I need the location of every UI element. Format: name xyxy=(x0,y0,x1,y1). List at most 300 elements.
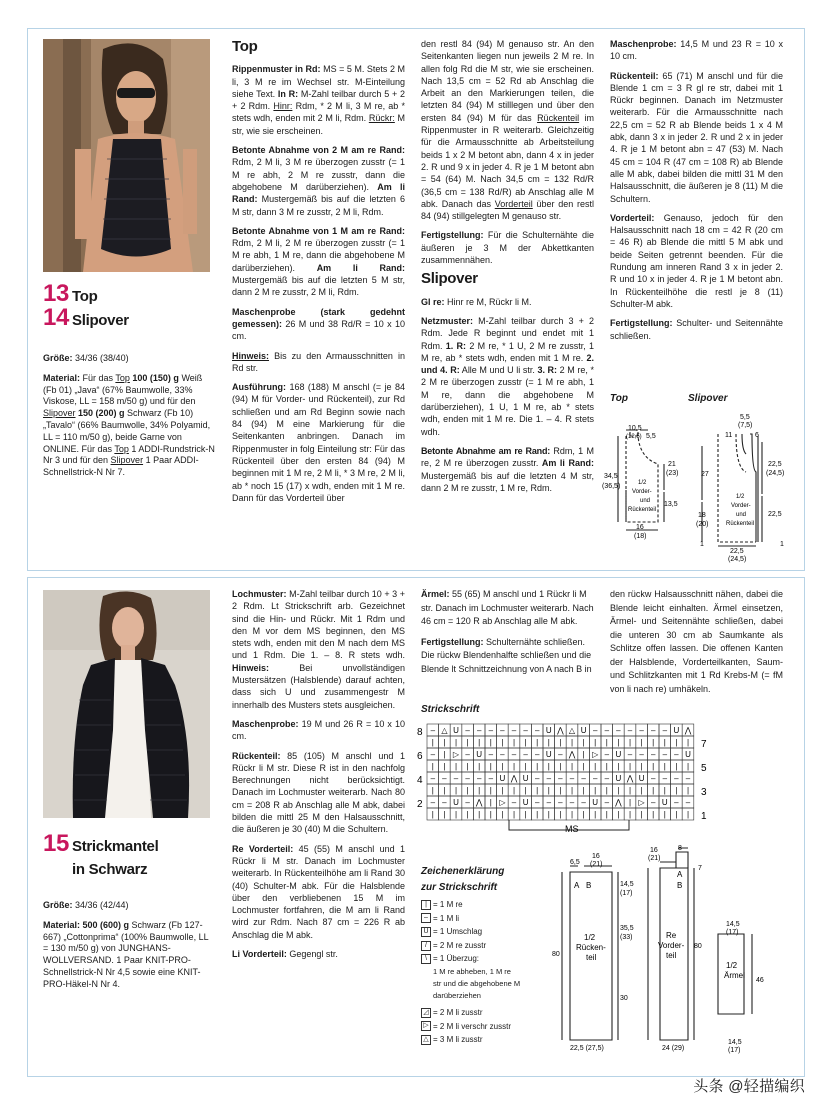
project-name-top: Top xyxy=(72,288,98,305)
dim-b-top1: 6,5 xyxy=(570,859,580,866)
chart-symbol: – xyxy=(569,774,575,783)
chart-symbol: | xyxy=(559,786,562,795)
chart-symbol: | xyxy=(536,738,539,747)
chart-symbol: | xyxy=(478,786,481,795)
paragraph-rippenmuster xyxy=(232,63,405,137)
label: Am li Rand: xyxy=(316,262,405,273)
chart-symbol: | xyxy=(512,810,516,819)
chart-symbol: – xyxy=(558,750,563,759)
paragraph-rueckenteil-slip xyxy=(610,70,783,205)
chart-symbol: – xyxy=(639,750,644,759)
chart-symbol: – xyxy=(430,798,436,807)
label: Am li Rand: xyxy=(541,458,594,469)
chart-symbol: | xyxy=(478,738,481,747)
text: Schulter- und Seitennähte schließen. xyxy=(610,318,783,341)
chart-symbol: U xyxy=(476,750,483,759)
chart-symbol: | xyxy=(686,762,690,771)
chart-symbol: | xyxy=(652,786,655,795)
mark-a: A xyxy=(677,870,683,879)
chart-symbol: – xyxy=(650,750,656,759)
paragraph-lochmuster xyxy=(232,588,405,711)
chart-symbol: | xyxy=(466,810,469,819)
dim-right-height-alt: (24,5) xyxy=(766,470,785,477)
chart-symbol: | xyxy=(640,738,643,747)
chart-symbol: | xyxy=(640,810,643,819)
chart-symbol: U xyxy=(661,798,668,807)
top-info-block xyxy=(43,353,215,487)
dim-top-width-alt: (12,5) xyxy=(626,434,642,440)
chart-symbol: | xyxy=(617,738,620,747)
dim-b-top3: (21) xyxy=(590,861,603,868)
mark-a: A xyxy=(574,881,580,890)
chart-symbol: | xyxy=(570,786,574,795)
legend-heading-2: zur Strickschrift xyxy=(421,882,498,893)
paragraph-fertigstellung-coat xyxy=(421,636,594,677)
chart-symbol: – xyxy=(476,726,482,735)
chart-symbol: – xyxy=(430,750,436,759)
chart-symbol: | xyxy=(454,762,458,771)
chart-symbol: | xyxy=(640,762,643,771)
label: 1. R: xyxy=(445,340,467,351)
chart-symbol: | xyxy=(570,810,574,819)
chart-symbol: – xyxy=(627,726,633,735)
legend-text: = 3 M li zusstr xyxy=(433,1035,483,1045)
dim-blende-right: 1 xyxy=(780,541,784,548)
legend-text: = 1 Umschlag xyxy=(433,927,483,937)
chart-symbol: | xyxy=(582,738,585,747)
chart-symbol: U xyxy=(685,750,691,759)
row-label-6: 6 xyxy=(417,751,423,762)
chart-symbol: | xyxy=(501,762,504,771)
dim-b-30: 30 xyxy=(620,995,628,1002)
section-heading-slipover: Slipover xyxy=(421,270,478,288)
chart-symbol: | xyxy=(547,786,550,795)
chart-symbol: – xyxy=(430,726,436,735)
legend-detail-line: str und die abgehobene M xyxy=(433,978,521,988)
dim-left-height: 18 xyxy=(698,512,706,519)
dim-bottom-alt: (18) xyxy=(634,533,647,540)
chart-title: Strickschrift xyxy=(421,704,480,715)
chart-symbol: | xyxy=(605,786,608,795)
text: 19 M und 26 R = 10 x 10 cm. xyxy=(232,718,405,742)
chart-symbol: – xyxy=(534,726,540,735)
piece-label: teil xyxy=(586,953,597,962)
dim-s-top2: (17) xyxy=(726,929,739,936)
legend-detail-line: 1 M re abheben, 1 M re xyxy=(433,966,511,976)
dim-b-side: 14,5 xyxy=(620,881,634,888)
size-label: Größe: xyxy=(43,900,73,910)
chart-symbol: ▷ xyxy=(499,798,506,807)
chart-symbol: U xyxy=(615,750,622,759)
chart-symbol: | xyxy=(466,738,469,747)
material-text: Für das xyxy=(82,372,116,383)
label: Maschenprobe: xyxy=(232,718,299,729)
dim-bottom-alt: (24,5) xyxy=(728,556,747,563)
text: M str, wie sie erscheinen. xyxy=(232,113,405,136)
paragraph-maschenprobe-slip xyxy=(610,38,783,63)
paragraph-hinweis xyxy=(232,350,405,375)
chart-symbol: | xyxy=(582,786,585,795)
section-heading-top: Top xyxy=(232,38,258,55)
chart-symbol: – xyxy=(442,774,447,783)
piece-label: und xyxy=(736,512,747,518)
chart-symbol: | xyxy=(489,762,492,771)
text: über den restl 84 (94) stillgelegten M genauso str. xyxy=(421,198,594,222)
chart-symbol: | xyxy=(652,762,655,771)
material-text: 1 Paar ADDI-Schnellstrick-N Nr 7. xyxy=(43,455,199,478)
knitting-chart xyxy=(415,722,715,834)
chart-symbol: | xyxy=(524,810,527,819)
material-paragraph xyxy=(43,920,215,991)
chart-symbol: – xyxy=(442,798,447,807)
chart-symbol: | xyxy=(594,738,597,747)
row-label-1: 1 xyxy=(701,811,707,822)
chart-symbol: | xyxy=(431,738,434,747)
text: 26 M und 38 Rd/R = 10 x 10 cm. xyxy=(232,318,405,342)
chart-symbol: – xyxy=(511,726,517,735)
dim-armhole: 21 xyxy=(668,461,676,468)
column-slipover-continued xyxy=(610,38,783,349)
chart-symbol: – xyxy=(604,726,610,735)
label: Am li Rand: xyxy=(232,181,405,205)
chart-symbol: | xyxy=(582,750,585,759)
chart-symbol: | xyxy=(686,810,690,819)
text: Rdm, * 2 M li, 3 M re, ab * stets wdh, enden mit 2 M li, Rdm. xyxy=(232,101,406,124)
chart-symbol: ▷ xyxy=(452,750,460,759)
photo-model-coat xyxy=(43,590,210,818)
chart-symbol: – xyxy=(534,774,540,783)
piece-label: und xyxy=(640,498,651,504)
chart-symbol: | xyxy=(663,762,666,771)
text: den restl 84 (94) M genauso str. An den Seitenkanten liegen nun jeweils 2 M re. In allen folg Rd die M str, wie sie erscheinen. Nach 13,5 cm = 52 Rd ab Anschlag die Arbeit an den Markierungen teilen, die letzten 84 (94) M stilllegen und über den ersten 84 (94) M für das xyxy=(421,39,594,123)
paragraph-vorderteil-slip xyxy=(610,212,783,310)
chart-symbol: | xyxy=(524,738,527,747)
chart-symbol: | xyxy=(489,786,492,795)
chart-symbol: – xyxy=(604,774,610,783)
dim-armhole-alt: (23) xyxy=(666,470,679,477)
chart-symbol: ⋀ xyxy=(626,774,634,783)
chart-symbol: | xyxy=(570,738,574,747)
link-vorderteil: Vorderteil xyxy=(494,198,533,209)
chart-symbol: U xyxy=(592,798,599,807)
ms-label: MS xyxy=(565,824,579,834)
chart-symbol: – xyxy=(488,750,494,759)
chart-symbol: | xyxy=(605,762,608,771)
chart-symbol: U xyxy=(522,798,529,807)
dim-height: 34,5 xyxy=(604,473,618,480)
dim-bottom: 16 xyxy=(636,524,644,531)
chart-symbol: | xyxy=(663,786,666,795)
coat-info-block xyxy=(43,900,215,999)
label: Lochmuster: xyxy=(232,589,287,599)
chart-symbol: | xyxy=(443,750,446,759)
label: In R: xyxy=(277,88,299,99)
text: Rdm, 2 M li, 2 M re überzogen zusstr (= 1 M re abh, 1 M re, dann die abgehobene M darüberziehen). xyxy=(232,238,405,273)
label: Ärmel: xyxy=(421,589,450,599)
chart-grid xyxy=(427,724,694,820)
label: Betonte Abnahme von 2 M am re Rand: xyxy=(232,145,405,156)
chart-symbol: | xyxy=(524,786,527,795)
text: Genauso, jedoch für den Halsausschnitt nach 18 cm = 42 R (20 cm = 46 R) ab Blende die mittl 5 M abk und beide Seiten getrennt beenden. Für die Rundung am inneren Rand 3 x in jeder 2. R und 10 x in jeder 4. R je 1 M betont abn. In Rückenteilhöhe die restl je 8 (11) Schulter-M abk. xyxy=(610,212,783,309)
chart-symbol: ⋀ xyxy=(475,798,483,807)
chart-symbol: U xyxy=(453,798,459,807)
paragraph-rueckenteil-coat xyxy=(232,750,405,836)
chart-symbol: | xyxy=(431,762,434,771)
chart-symbol: U xyxy=(638,774,645,783)
chart-symbol: | xyxy=(536,786,539,795)
label: Betonte Abnahme von 1 M am re Rand: xyxy=(232,225,405,236)
text: Hinr re M, Rückr li M. xyxy=(444,296,532,307)
label: Rippenmuster in Rd: xyxy=(232,64,321,75)
text: MS = 5 M. Stets 2 M li, 3 M re im Wechsel str. M-Einteilung siehe Text. xyxy=(232,64,405,99)
legend-text: = 2 M re zusstr xyxy=(433,940,487,950)
chart-symbol: | xyxy=(617,810,620,819)
legend-text: = 2 M li zusstr xyxy=(433,1007,483,1017)
text: Alle M und U li str. xyxy=(459,365,538,376)
chart-symbol: | xyxy=(594,810,597,819)
chart-symbol: – xyxy=(488,774,494,783)
chart-symbol: | xyxy=(454,810,458,819)
schematic-top xyxy=(598,418,694,568)
material-text: Schwarz (Fb 127-667) „Cottonprima“ (100% Baumwolle, LL = 130 m/50 g) von JUNGHANS-WOLLVERSAND. 1 Paar KNIT-PRO-Schnellstrick-N Nr 4,5 sowie eine KNIT-PRO-Häkel-N Nr 4. xyxy=(43,919,209,989)
text: Rdm, 1 M re, 2 M re überzogen zusstr. xyxy=(421,445,594,469)
chart-symbol: | xyxy=(617,762,620,771)
chart-symbol: – xyxy=(500,726,505,735)
chart-symbol: | xyxy=(559,810,562,819)
paragraph-re-vorderteil xyxy=(232,843,405,941)
chart-symbol: | xyxy=(675,738,678,747)
piece-label: Rücken- xyxy=(576,943,606,952)
text: Bis zu den Armausschnitten in Rd str. xyxy=(232,350,405,373)
chart-symbol: – xyxy=(523,750,528,759)
chart-symbol: – xyxy=(674,750,679,759)
dim-f-top2: (21) xyxy=(648,855,661,862)
size-value: 34/36 (42/44) xyxy=(72,900,129,910)
chart-symbol: | xyxy=(628,786,632,795)
text: 2 M re, * 1 U, 2 M re zusstr, 1 M re, ab * stets wdh, enden mit 1 M re. xyxy=(421,340,594,363)
project-number-14: 14 xyxy=(43,304,70,331)
mark-b: B xyxy=(677,881,683,890)
chart-symbol: | xyxy=(582,762,585,771)
chart-symbol: – xyxy=(674,774,679,783)
chart-symbol: – xyxy=(627,750,633,759)
dim-right-height: 22,5 xyxy=(768,461,782,468)
chart-symbol: – xyxy=(476,774,482,783)
dim-b-bottom: 22,5 (27,5) xyxy=(570,1045,604,1052)
dim-b-h2: (33) xyxy=(620,934,633,941)
material-amount-top: 100 (150) g xyxy=(129,372,179,383)
chart-symbol: ▷ xyxy=(592,750,599,759)
dim-bottom: 22,5 xyxy=(730,548,744,555)
p3tog-icon: △ xyxy=(421,1035,431,1045)
project-number-15: 15 xyxy=(43,830,70,857)
knit-icon: | xyxy=(421,900,431,910)
dim-27: 27 xyxy=(701,471,709,478)
dim-right-lower: 22,5 xyxy=(768,511,782,518)
paragraph-li-vorderteil xyxy=(232,948,405,960)
ssk-icon: \ xyxy=(421,954,431,964)
chart-symbol: – xyxy=(511,750,517,759)
dim-top-width: 10,5 xyxy=(628,425,642,432)
chart-symbol: – xyxy=(546,798,552,807)
dim-neck: 5,5 xyxy=(740,414,750,421)
dim-left-height-alt: (20) xyxy=(696,521,709,528)
project-title-slipover xyxy=(43,306,129,333)
legend-text: = 1 Überzug: xyxy=(433,954,480,964)
chart-symbol: | xyxy=(675,786,678,795)
photo-model-top xyxy=(43,39,210,272)
material-paragraph xyxy=(43,373,215,479)
chart-symbol: | xyxy=(594,786,597,795)
chart-symbol: | xyxy=(466,762,469,771)
chart-symbol: △ xyxy=(568,726,576,735)
size-line xyxy=(43,900,215,912)
chart-symbol: ⋀ xyxy=(510,774,518,783)
chart-symbol: – xyxy=(558,798,563,807)
material-text: Schwarz (Fb 10) „Tavalo“ (66% Baumwolle, 34% Polyamid, LL = 110 m/50 g), beide Garne von ONLINE. Für das xyxy=(43,408,211,454)
link-rueckenteil: Rückenteil xyxy=(537,112,580,123)
material-label: Material: xyxy=(43,919,81,930)
paragraph-abnahme-2m xyxy=(232,144,405,218)
chart-symbol: – xyxy=(569,798,575,807)
row-label-3: 3 xyxy=(701,787,707,798)
text: den rückw Halsausschnitt nähen, dabei die Blende leicht einhalten. Ärmel einsetzen, Ärmel- und Seitennähte schließen, dabei die unteren 30 cm ab Saumkante als Schlitze offen lassen. Die offenen Kanten der Halsblende, Vorderteilkanten, Saum- und Schlitzkanten mit 1 Rd Krebs-M (= fM von li nach re) umhäkeln. xyxy=(610,589,783,694)
text: M-Zahl teilbar durch 3 + 2 Rdm. Jede R beginnt und endet mit 1 Rdm. xyxy=(421,315,594,351)
material-link-slipover: Slipover xyxy=(43,408,76,419)
chart-symbol: | xyxy=(686,738,690,747)
piece-label: 1/2 xyxy=(584,933,596,942)
text: 14,5 M und 23 R = 10 x 10 cm. xyxy=(610,39,783,62)
chart-symbol: | xyxy=(489,798,492,807)
text: Mustergemäß bis auf die letzten 6 M str, dann 3 M re zusstr, 2 M li, Rdm. xyxy=(232,194,405,217)
paragraph-betonte-abnahme xyxy=(421,445,594,494)
dim-f-7: 7 xyxy=(698,865,702,872)
chart-symbol: | xyxy=(652,738,655,747)
paragraph-aermel xyxy=(421,588,594,629)
chart-symbol: – xyxy=(685,798,691,807)
paragraph-gl-re xyxy=(421,296,594,308)
piece-label: 1/2 xyxy=(638,480,647,486)
legend-text: = 2 M li verschr zusstr xyxy=(433,1021,512,1031)
label: 2. und 4. R: xyxy=(421,352,594,376)
watermark: 头条 @轻描编织 xyxy=(693,1078,805,1095)
schematic-slipover xyxy=(696,410,796,566)
material-label: Material: xyxy=(43,372,81,383)
chart-symbol: △ xyxy=(441,726,448,735)
material-link-top: Top xyxy=(115,372,130,383)
material-amount-slipover: 150 (200) g xyxy=(75,408,125,419)
chart-symbol: | xyxy=(663,738,666,747)
chart-symbol: | xyxy=(605,810,608,819)
chart-symbol: U xyxy=(673,726,680,735)
label: Gl re: xyxy=(421,296,445,307)
chart-symbol: – xyxy=(650,774,656,783)
paragraph-fertigstellung-slip xyxy=(610,317,783,342)
chart-symbol: – xyxy=(534,798,540,807)
chart-symbol: | xyxy=(512,738,516,747)
row-label-4: 4 xyxy=(417,775,423,786)
paragraph-fertigstellung-top xyxy=(421,229,594,266)
dim-blende-left: 1 xyxy=(700,541,704,548)
label: Rückenteil: xyxy=(610,70,659,81)
paragraph-netzmuster xyxy=(421,315,594,438)
p2tog-icon: ◿ xyxy=(421,1008,431,1018)
chart-symbol: | xyxy=(489,810,492,819)
text: 168 (188) M anschl (= je 84 (94) M für Vorder- und Rückenteil), zur Rd schließen und am Rd Beginn sowie nach 84 (94) M eine Markierung für die Seitenkanten anbringen. Danach im Rippenmuster in folg Einteilung str: Für das Rückenteil über den ersten 84 (94) M beginnen mit 1 M re, 2 M li, * 3 M re, 2 M li, ab * noch 15 (17) x wdh, enden mit 1 M re. Dann für das Vorderteil über xyxy=(232,382,405,503)
chart-symbol: – xyxy=(674,798,679,807)
dim-f-bottom: 24 (29) xyxy=(662,1045,685,1052)
legend-text: = 1 M re xyxy=(433,900,463,909)
chart-symbol: – xyxy=(465,726,470,735)
chart-symbol: – xyxy=(488,726,494,735)
chart-symbol: | xyxy=(443,786,446,795)
chart-symbol: | xyxy=(547,762,550,771)
text: M-Zahl teilbar durch 10 + 3 + 2 Rdm. Lt Strickschrift arb. Gezeichnet sind die Hin- und Rückr. Mit 1 Rdm und den M vor dem MS beginnen, den MS stets wdh, enden mit den M nach dem MS und 1 Rdm. Die 1. – 8. R stets wdh. xyxy=(232,589,405,661)
chart-symbol: – xyxy=(685,774,691,783)
chart-symbol: | xyxy=(628,798,632,807)
paragraph-ausfuehrung xyxy=(232,381,405,504)
label: Maschenprobe: xyxy=(610,39,677,49)
chart-symbol: | xyxy=(675,762,678,771)
diagram-label-top: Top xyxy=(610,393,628,404)
chart-symbol: – xyxy=(662,726,668,735)
chart-symbol: – xyxy=(430,774,436,783)
chart-symbol: | xyxy=(628,762,632,771)
chart-symbol: | xyxy=(605,738,608,747)
chart-symbol: – xyxy=(453,774,459,783)
chart-symbol: | xyxy=(454,786,458,795)
label: Rückenteil: xyxy=(232,750,281,761)
chart-symbol: – xyxy=(592,726,598,735)
k2tog-icon: / xyxy=(421,941,431,951)
piece-label: teil xyxy=(666,951,677,960)
p2tog-tbl-icon: ▷ xyxy=(421,1021,431,1031)
label: Hinr: xyxy=(273,101,293,112)
label: 3. R: xyxy=(537,365,558,376)
dim-b-top2: 16 xyxy=(592,853,600,860)
text: Für die Schulternähte die äußeren je 3 M der Abkettkanten zusammennähen. xyxy=(421,230,594,266)
material-text: Weiß (Fb 01) „Java“ (67% Baumwolle, 33% Viskose, LL = 158 m/50 g) und für den xyxy=(43,372,203,407)
chart-symbol: | xyxy=(582,810,585,819)
chart-symbol: – xyxy=(639,726,644,735)
chart-symbol: | xyxy=(489,738,492,747)
text: Rdm, 2 M li, 3 M re überzogen zusstr (= 1 M re abh, 2 M re zusstr, dann die abgehobene M darüberziehen). xyxy=(232,157,405,192)
chart-symbol: | xyxy=(594,762,597,771)
piece-label: Vorder- xyxy=(658,941,685,950)
chart-symbol: | xyxy=(443,738,446,747)
paragraph-finishing-cont xyxy=(610,588,783,696)
chart-symbol: – xyxy=(616,726,621,735)
chart-symbol: U xyxy=(545,750,552,759)
chart-symbol: – xyxy=(662,774,668,783)
chart-symbol: | xyxy=(512,786,516,795)
legend-heading: Zeichenerklärung xyxy=(421,866,505,877)
dim-shoulder: 5,5 xyxy=(646,433,656,440)
label: Netzmuster: xyxy=(421,315,474,326)
diagram-label-slipover: Slipover xyxy=(688,393,728,404)
piece-label: 1/2 xyxy=(736,494,745,500)
dim-f-top3: 8 xyxy=(678,845,682,852)
column-coat-finishing xyxy=(610,588,783,703)
label: Li Vorderteil: xyxy=(232,949,287,960)
text: Mustergemäß bis auf die letzten 5 M str, dann 2 M re zusstr, 2 M li, Rdm. xyxy=(232,275,405,298)
label: Fertigstellung: xyxy=(421,230,484,241)
chart-symbol: U xyxy=(580,726,587,735)
text: Schulternähte schließen. Die rückw Blendenhalfte schließen und die Blende lt Schnittzeichnung von A nach B in xyxy=(421,636,592,674)
chart-symbol: – xyxy=(465,774,470,783)
chart-symbol: | xyxy=(443,810,446,819)
chart-symbol: | xyxy=(512,762,516,771)
